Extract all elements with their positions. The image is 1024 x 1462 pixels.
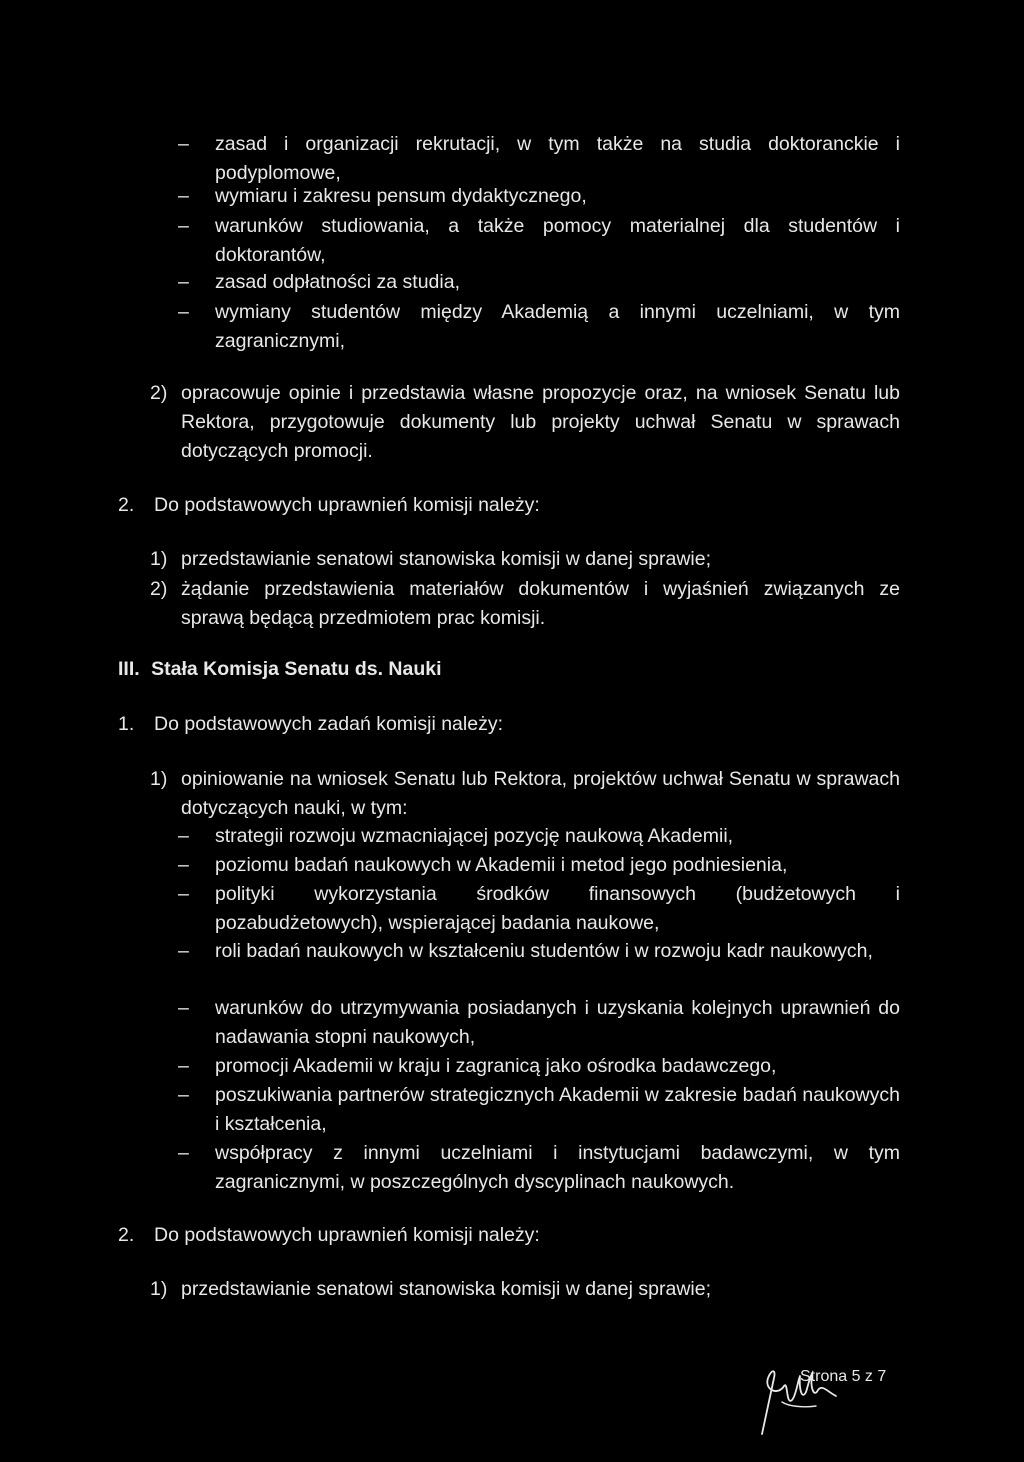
- list-item-text: wymiaru i zakresu pensum dydaktycznego,: [215, 185, 587, 207]
- list-item: [178, 880, 900, 938]
- section-paragraph: [118, 710, 900, 739]
- dash-marker: –: [178, 301, 189, 323]
- dash-marker: –: [178, 271, 189, 293]
- numbered-item: [150, 575, 900, 633]
- dash-marker: –: [178, 133, 189, 155]
- dash-marker: –: [178, 883, 189, 905]
- list-item: [178, 298, 900, 356]
- list-item-text: zasad i organizacji rekrutacji, w tym także na studia doktoranckie i podyplomowe,: [215, 133, 900, 184]
- section-paragraph: [118, 491, 900, 520]
- section-number: 2.: [118, 494, 135, 516]
- list-item-text: roli badań naukowych w kształceniu studentów i w rozwoju kadr naukowych,: [215, 940, 873, 962]
- item-text: przedstawianie senatowi stanowiska komisji w danej sprawie;: [181, 548, 711, 570]
- list-item-text: promocji Akademii w kraju i zagranicą jako ośrodka badawczego,: [215, 1055, 777, 1077]
- list-item: [178, 130, 900, 188]
- list-item: [178, 182, 900, 211]
- list-item: [178, 1139, 900, 1197]
- list-item-text: polityki wykorzystania środków finansowych (budżetowych i pozabudżetowych), wspierającej badania naukowe,: [215, 883, 900, 934]
- heading-number: III.: [118, 658, 140, 680]
- dash-marker: –: [178, 1142, 189, 1164]
- list-item: [178, 851, 900, 880]
- page-number: Strona 5 z 7: [800, 1368, 887, 1385]
- item-number: 1): [150, 1278, 168, 1300]
- item-text: opracowuje opinie i przedstawia własne propozycje oraz, na wniosek Senatu lub Rektora, przygotowuje dokumenty lub projekty uchwał Senatu w sprawach dotyczących promocji.: [181, 382, 900, 462]
- dash-marker: –: [178, 1084, 189, 1106]
- section-heading: [118, 655, 442, 684]
- list-item-text: wymiany studentów między Akademią a innymi uczelniami, w tym zagranicznymi,: [215, 301, 900, 352]
- item-text: opiniowanie na wniosek Senatu lub Rektora, projektów uchwał Senatu w sprawach dotyczących nauki, w tym:: [181, 768, 900, 819]
- list-item-text: warunków do utrzymywania posiadanych i uzyskania kolejnych uprawnień do nadawania stopni naukowych,: [215, 997, 900, 1048]
- numbered-item: [150, 1275, 900, 1304]
- dash-marker: –: [178, 854, 189, 876]
- list-item: [178, 937, 900, 966]
- item-number: 1): [150, 768, 168, 790]
- dash-marker: –: [178, 940, 189, 962]
- numbered-item: [150, 765, 900, 823]
- dash-marker: –: [178, 825, 189, 847]
- list-item-text: poziomu badań naukowych w Akademii i metod jego podniesienia,: [215, 854, 788, 876]
- section-number: 1.: [118, 713, 135, 735]
- list-item: [178, 1081, 900, 1139]
- section-text: Do podstawowych uprawnień komisji należy:: [154, 494, 540, 516]
- item-number: 2): [150, 382, 168, 404]
- list-item-text: strategii rozwoju wzmacniającej pozycję naukową Akademii,: [215, 825, 734, 847]
- item-number: 2): [150, 578, 168, 600]
- list-item-text: warunków studiowania, a także pomocy materialnej dla studentów i doktorantów,: [215, 215, 900, 266]
- list-item: [178, 268, 900, 297]
- list-item-text: poszukiwania partnerów strategicznych Akademii w zakresie badań naukowych i kształcenia,: [215, 1084, 900, 1135]
- list-item: [178, 994, 900, 1052]
- list-item: [178, 212, 900, 270]
- numbered-item: [150, 379, 900, 466]
- numbered-item: [150, 545, 900, 574]
- dash-marker: –: [178, 997, 189, 1019]
- dash-marker: –: [178, 185, 189, 207]
- heading-text: Stała Komisja Senatu ds. Nauki: [151, 658, 442, 680]
- section-number: 2.: [118, 1224, 135, 1246]
- section-text: Do podstawowych uprawnień komisji należy:: [154, 1224, 540, 1246]
- section-text: Do podstawowych zadań komisji należy:: [154, 713, 504, 735]
- item-text: żądanie przedstawienia materiałów dokumentów i wyjaśnień związanych ze sprawą będącą przedmiotem prac komisji.: [181, 578, 900, 629]
- item-number: 1): [150, 548, 168, 570]
- section-paragraph: [118, 1221, 900, 1250]
- list-item: [178, 1052, 900, 1081]
- list-item-text: zasad odpłatności za studia,: [215, 271, 460, 293]
- dash-marker: –: [178, 215, 189, 237]
- item-text: przedstawianie senatowi stanowiska komisji w danej sprawie;: [181, 1278, 711, 1300]
- list-item-text: współpracy z innymi uczelniami i instytucjami badawczymi, w tym zagranicznymi, w poszczególnych dyscyplinach naukowych.: [215, 1142, 900, 1193]
- list-item: [178, 822, 900, 851]
- dash-marker: –: [178, 1055, 189, 1077]
